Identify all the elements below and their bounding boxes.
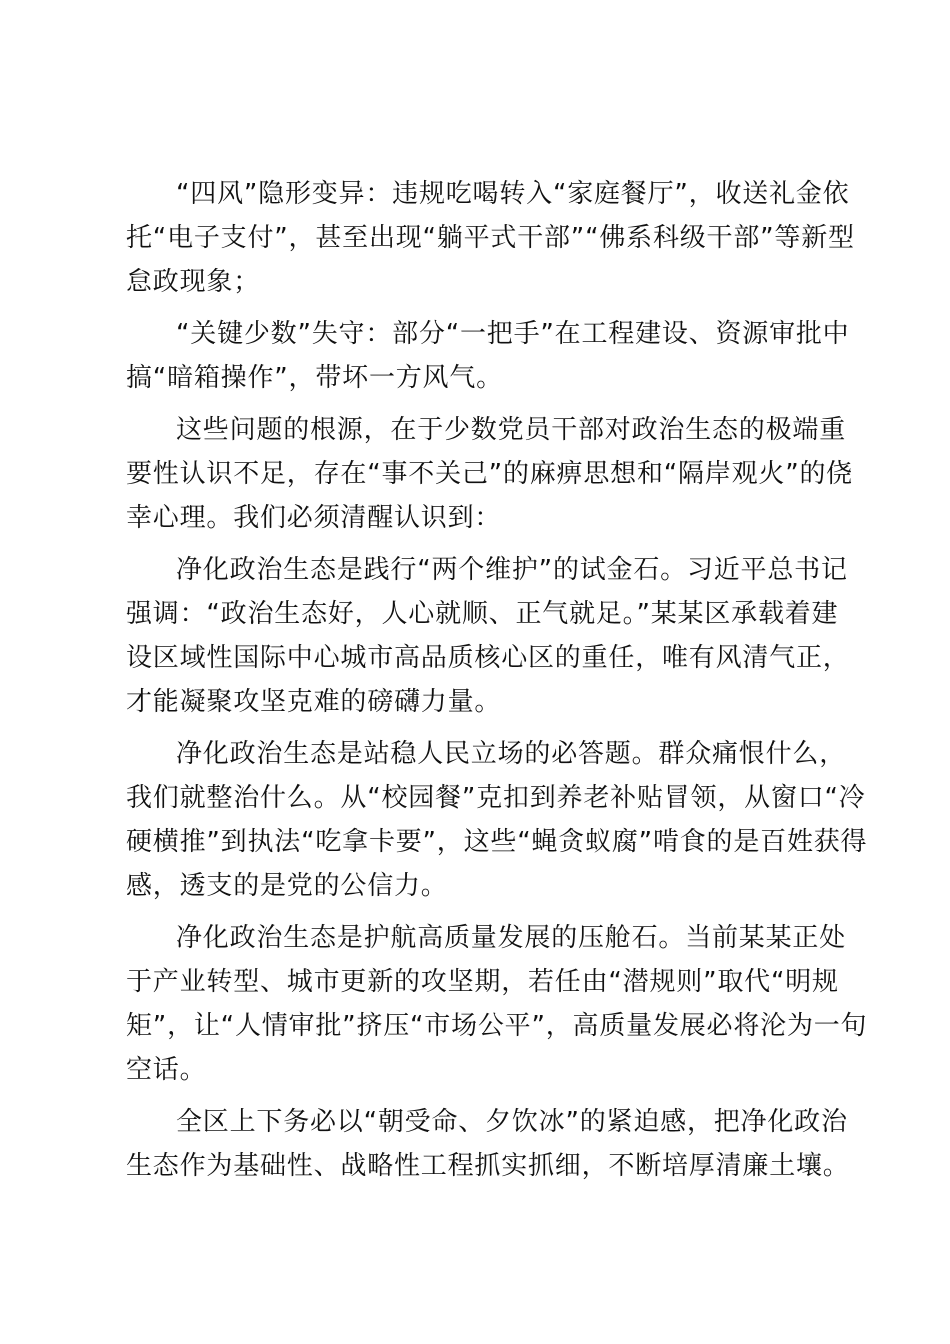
paragraph-four-winds xyxy=(126,172,855,304)
paragraph-line: 全区上下务必以“朝受命、夕饮冰”的紧迫感，把净化政治 xyxy=(176,1107,848,1137)
paragraph-call-to-action xyxy=(126,1100,850,1188)
paragraph-line: 才能凝聚攻坚克难的磅礴力量。 xyxy=(126,687,502,717)
paragraph-line: 净化政治生态是站稳人民立场的必答题。群众痛恨什么， xyxy=(176,739,847,769)
paragraph-line: 生态作为基础性、战略性工程抓实抓细，不断培厚清廉土壤。 xyxy=(126,1151,850,1181)
paragraph-line: 要性认识不足，存在“事不关己”的麻痹思想和“隔岸观火”的侥 xyxy=(126,459,854,489)
paragraph-high-quality-development xyxy=(126,916,868,1092)
paragraph-line: 怠政现象； xyxy=(126,267,261,297)
paragraph-line: 这些问题的根源，在于少数党员干部对政治生态的极端重 xyxy=(176,415,847,445)
paragraph-line: 硬横推”到执法“吃拿卡要”，这些“蝇贪蚁腐”啃食的是百姓获得 xyxy=(126,827,868,857)
document-body xyxy=(126,172,868,1196)
paragraph-key-minority xyxy=(126,312,850,400)
paragraph-line: 于产业转型、城市更新的攻坚期，若任由“潜规则”取代“明规 xyxy=(126,967,839,997)
paragraph-line: 幸心理。我们必须清醒认识到： xyxy=(126,503,502,533)
paragraph-root-causes xyxy=(126,408,854,540)
paragraph-two-safeguards xyxy=(126,548,850,724)
paragraph-line: 净化政治生态是践行“两个维护”的试金石。习近平总书记 xyxy=(176,555,848,585)
paragraph-line: 感，透支的是党的公信力。 xyxy=(126,871,448,901)
paragraph-line: 矩”，让“人情审批”挤压“市场公平”，高质量发展必将沦为一句 xyxy=(126,1011,868,1041)
paragraph-people-stance xyxy=(126,732,868,908)
paragraph-line: 搞“暗箱操作”，带坏一方风气。 xyxy=(126,363,503,393)
paragraph-line: 我们就整治什么。从“校园餐”克扣到养老补贴冒领，从窗口“冷 xyxy=(126,783,866,813)
paragraph-line: “关键少数”失守：部分“一把手”在工程建设、资源审批中 xyxy=(176,319,850,349)
paragraph-line: 托“电子支付”，甚至出现“躺平式干部”“佛系科级干部”等新型 xyxy=(126,223,855,253)
paragraph-line: 强调：“政治生态好，人心就顺、正气就足。”某某区承载着建 xyxy=(126,599,839,629)
paragraph-line: “四风”隐形变异：违规吃喝转入“家庭餐厅”，收送礼金依 xyxy=(176,179,850,209)
paragraph-line: 净化政治生态是护航高质量发展的压舱石。当前某某正处 xyxy=(176,923,847,953)
paragraph-line: 设区域性国际中心城市高品质核心区的重任，唯有风清气正， xyxy=(126,643,850,673)
paragraph-line: 空话。 xyxy=(126,1055,207,1085)
